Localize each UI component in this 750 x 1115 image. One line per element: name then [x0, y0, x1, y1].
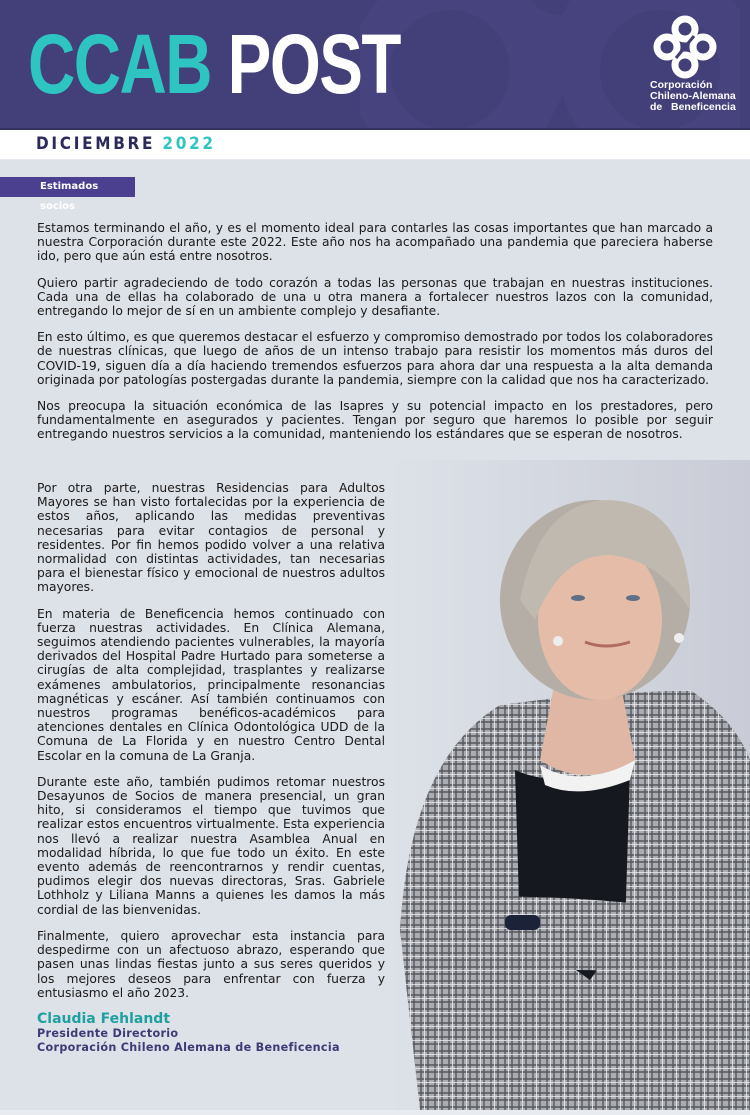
- newsletter-title: [28, 18, 400, 110]
- org-name: [650, 80, 736, 113]
- signer-role: Presidente Directorio: [37, 1027, 179, 1040]
- ccab-logo-icon: [652, 14, 718, 80]
- column-text: [37, 481, 385, 1012]
- signer-organization: Corporación Chileno Alemana de Beneficencia: [37, 1040, 340, 1054]
- portrait-photo: [390, 460, 750, 1110]
- paragraph: Finalmente, quiero aprovechar esta instancia para despedirme con un afectuoso abrazo, esperando que pasen unas lindas fiestas junto a sus seres queridos y los mejores deseos para enfrentar con fuerza y entusiasmo el año 2023.: [37, 928, 385, 1000]
- signature-block: [37, 1011, 340, 1054]
- masthead: [0, 0, 750, 130]
- footer-strip: [0, 1110, 750, 1115]
- org-line-2: Chileno-Alemana: [650, 90, 736, 102]
- org-line-3: de Beneficencia: [650, 101, 736, 113]
- paragraph: En esto último, es que queremos destacar el esfuerzo y compromiso demostrado por todos los colaboradores de nuestras clínicas, que luego de años de un intenso trabajo para resistir los momentos más duros del COVID-19, siguen día a día haciendo tremendos esfuerzos para ahora dar una respuesta a la alta demanda originada por patologías postergadas durante la pandemia, siempre con la calidad que nos ha caracterizado.: [37, 330, 713, 387]
- paragraph: Durante este año, también pudimos retomar nuestros Desayunos de Socios de manera presencial, un gran hito, si consideramos el tiempo que tuvimos que realizar estos encuentros virtualmente. Esta experiencia nos llevó a realizar nuestra Asamblea Anual en modalidad híbrida, lo que fue todo un éxito. En este evento además de reencontrarnos y rendir cuentas, pudimos elegir dos nuevas directoras, Sras. Gabriele Lothholz y Liliana Manns a quienes les damos la más cordial de las bienvenidas.: [37, 774, 385, 917]
- org-line-1: Corporación: [650, 79, 713, 91]
- edition-year: 2022: [162, 134, 216, 154]
- section-tag: Estimados socios: [0, 177, 135, 197]
- intro-text: [37, 221, 713, 454]
- paragraph: Por otra parte, nuestras Residencias para Adultos Mayores se han visto fortalecidas por la experiencia de estos años, aplicando las medidas preventivas necesarias para evitar contagios de personal y residentes. Por fin hemos podido volver a una relativa normalidad con distintas actividades, tan necesarias para el bienestar físico y emocional de nuestros adultos mayores.: [37, 481, 385, 595]
- title-ccab: CCAB: [28, 17, 212, 111]
- signer-name: Claudia Fehlandt: [37, 1011, 171, 1027]
- edition-band: [0, 130, 750, 160]
- sleeve-buttons: [505, 915, 540, 930]
- edition-date: [36, 134, 216, 154]
- paragraph: En materia de Beneficencia hemos continuado con fuerza nuestras actividades. En Clínica Alemana, seguimos atendiendo pacientes vulnerables, la mayoría derivados del Hospital Padre Hurtado para someterse a cirugías de alta complejidad, trasplantes y realizarse exámenes ambulatorios, principalmente resonancias magnéticas y escáner. Así también continuamos con nuestros programas benéficos-académicos para atenciones dentales en Clínica Odontológica UDD de la Comuna de La Florida y en nuestro Centro Dental Escolar en la comuna de La Granja.: [37, 606, 385, 763]
- paragraph: Nos preocupa la situación económica de las Isapres y su potencial impacto en los prestadores, pero fundamentalmente en asegurados y pacientes. Tengan por seguro que haremos lo posible por seguir entregando nuestros servicios a la comunidad, manteniendo los estándares que se esperan de nosotros.: [37, 399, 713, 442]
- paragraph: Quiero partir agradeciendo de todo corazón a todas las personas que trabajan en nuestras instituciones. Cada una de ellas ha colaborado de una u otra manera a fortalecer nuestros lazos con la comunidad, entregando lo mejor de sí en un ambiente complejo y desafiante.: [37, 275, 713, 319]
- paragraph: Estamos terminando el año, y es el momento ideal para contarles las cosas importantes que han marcado a nuestra Corporación durante este 2022. Este año nos ha acompañado una pandemia que pareciera haberse ido, pero que aún está entre nosotros.: [37, 221, 713, 264]
- edition-month: DICIEMBRE: [36, 134, 156, 154]
- title-post: POST: [227, 17, 400, 111]
- portrait-illustration: [390, 460, 750, 1110]
